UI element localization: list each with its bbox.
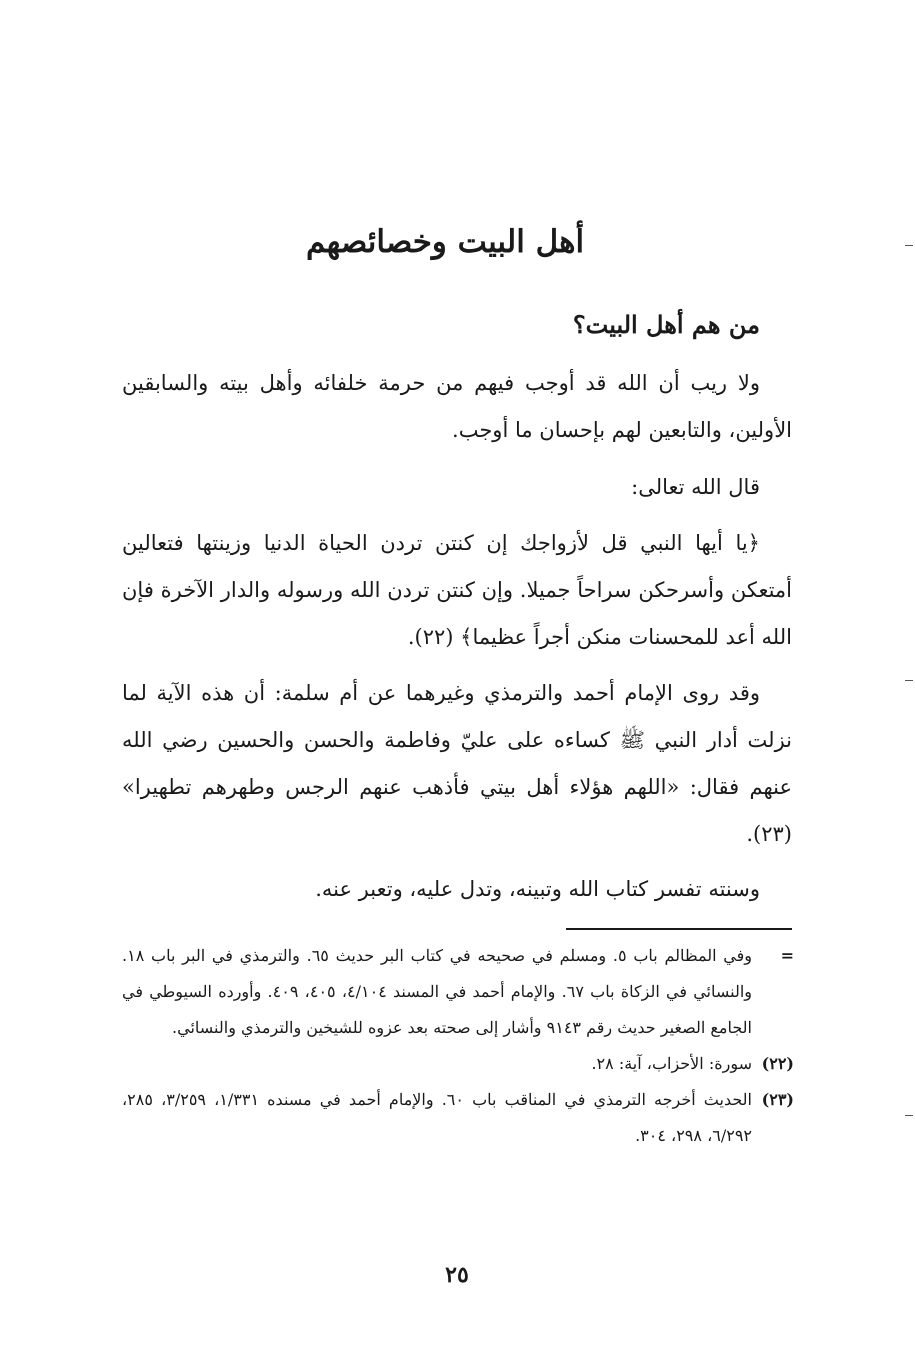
footnote-continued <box>122 938 794 1046</box>
footnote-text: وفي المظالم باب ٥. ومسلم في صحيحه في كتاب البر حديث ٦٥. والترمذي في البر باب ١٨. والنسائي في الزكاة باب ٦٧. والإمام أحمد في المسند ٤/١٠٤، ٤٠٥، ٤٠٩. وأورده السيوطي في الجامع الصغير حديث رقم ٩١٤٣ وأشار إلى صحته بعد عزوه للشيخين والترمذي والنسائي. <box>122 946 753 1037</box>
page-number: ٢٥ <box>445 1262 469 1288</box>
paragraph-2: قال الله تعالى: <box>631 475 760 499</box>
footnote-23 <box>122 1082 794 1154</box>
footnote-text: سورة: الأحزاب، آية: ٢٨. <box>591 1054 752 1073</box>
quran-verse-paragraph: ﴿يا أيها النبي قل لأزواجك إن كنتن تردن الحياة الدنيا وزينتها فتعالين أمتعكن وأسرحكن سراحاً جميلا. وإن كنتن تردن الله ورسوله والدار الآخرة فإن الله أعد للمحسنات منكن أجراً عظيما﴾ (٢٢). <box>122 531 792 649</box>
paragraph-4: وقد روى الإمام أحمد والترمذي وغيرهما عن أم سلمة: أن هذه الآية لما نزلت أدار النبي ﷺ كساءه على عليّ وفاطمة والحسن والحسين رضي الله عنهم فقال: «اللهم هؤلاء أهل بيتي فأذهب عنهم الرجس وطهرهم تطهيرا» (٢٣). <box>122 681 792 846</box>
scan-edge-mark <box>905 1115 913 1116</box>
section-heading: من هم أهل البيت؟ <box>572 310 760 339</box>
footnote-marker: = <box>780 946 794 965</box>
paragraph-5: وسنته تفسر كتاب الله وتبينه، وتدل عليه، وتعبر عنه. <box>315 877 760 901</box>
footnotes <box>122 938 794 1154</box>
footnote-separator <box>566 928 792 930</box>
chapter-title: أهل البيت وخصائصهم <box>305 224 585 260</box>
footnote-marker: (٢٣) <box>761 1090 794 1109</box>
footnote-marker: (٢٢) <box>761 1054 794 1073</box>
scan-edge-mark <box>905 245 913 246</box>
footnote-text: الحديث أخرجه الترمذي في المناقب باب ٦٠. والإمام أحمد في مسنده ١/٣٣١، ٣/٢٥٩، ٢٨٥، ٦/٢٩٢، ٢٩٨، ٣٠٤. <box>122 1090 753 1145</box>
footnote-22 <box>122 1046 794 1082</box>
scan-edge-mark <box>905 680 913 681</box>
paragraph-1: ولا ريب أن الله قد أوجب فيهم من حرمة خلفائه وأهل بيته والسابقين الأولين، والتابعين لهم بإحسان ما أوجب. <box>122 371 792 442</box>
